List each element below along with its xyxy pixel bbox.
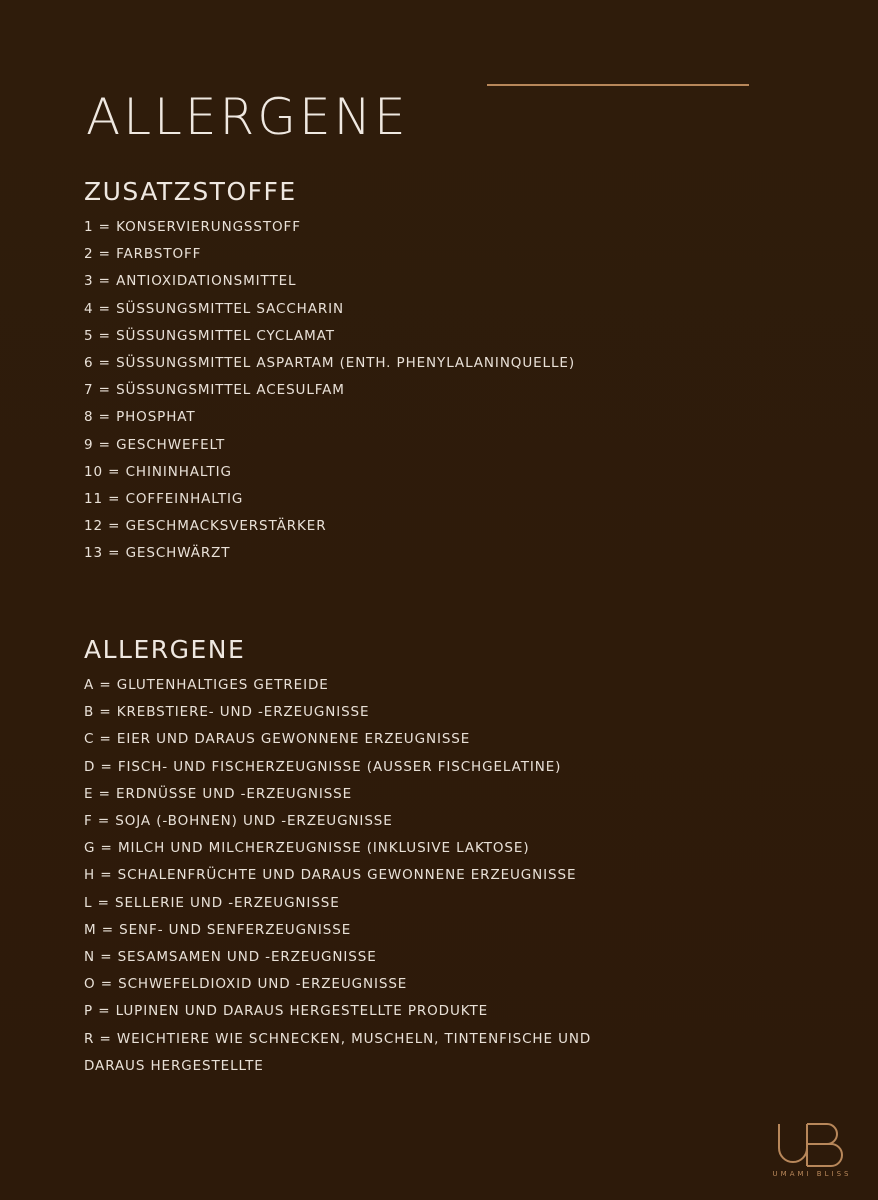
list-item: P = LUPINEN UND DARAUS HERGESTELLTE PRODUKTE [84, 1003, 489, 1020]
umami-bliss-logo [764, 1122, 860, 1188]
list-item: 4 = SÜSSUNGSMITTEL SACCHARIN [84, 300, 345, 317]
list-item: 3 = ANTIOXIDATIONSMITTEL [84, 273, 297, 290]
list-item: 2 = FARBSTOFF [84, 246, 202, 263]
list-item: H = SCHALENFRÜCHTE UND DARAUS GEWONNENE ERZEUGNISSE [84, 867, 577, 884]
list-item: N = SESAMSAMEN UND -ERZEUGNISSE [84, 949, 377, 966]
list-item: L = SELLERIE UND -ERZEUGNISSE [84, 894, 340, 911]
list-item: 9 = GESCHWEFELT [84, 436, 226, 453]
list-item: B = KREBSTIERE- UND -ERZEUGNISSE [84, 704, 370, 721]
list-item: 10 = CHININHALTIG [84, 463, 232, 480]
logo-caption: UMAMI BLISS [772, 1170, 852, 1178]
zusatzstoffe-section [84, 176, 724, 568]
list-item: 7 = SÜSSUNGSMITTEL ACESULFAM [84, 382, 345, 399]
list-item: A = GLUTENHALTIGES GETREIDE [84, 677, 329, 693]
list-item: O = SCHWEFELDIOXID UND -ERZEUGNISSE [84, 976, 408, 993]
zusatzstoffe-list [84, 214, 724, 568]
list-item: E = ERDNÜSSE UND -ERZEUGNISSE [84, 785, 353, 802]
allergene-list [84, 672, 724, 1080]
list-item: G = MILCH UND MILCHERZEUGNISSE (INKLUSIVE LAKTOSE) [84, 840, 530, 857]
list-item: F = SOJA (-BOHNEN) UND -ERZEUGNISSE [84, 813, 393, 830]
list-item: 11 = COFFEINHALTIG [84, 491, 244, 508]
allergene-heading: ALLERGENE [84, 635, 246, 664]
list-item: 8 = PHOSPHAT [84, 409, 196, 426]
list-item: C = EIER UND DARAUS GEWONNENE ERZEUGNISSE [84, 731, 471, 748]
list-item: M = SENF- UND SENFERZEUGNISSE [84, 921, 352, 938]
list-item: 12 = GESCHMACKSVERSTÄRKER [84, 518, 327, 535]
list-item: D = FISCH- UND FISCHERZEUGNISSE (AUSSER FISCHGELATINE) [84, 758, 562, 775]
list-item: 5 = SÜSSUNGSMITTEL CYCLAMAT [84, 327, 335, 344]
page-title: ALLERGENE [86, 87, 409, 146]
title-divider-line [487, 84, 749, 86]
list-item: 6 = SÜSSUNGSMITTEL ASPARTAM (ENTH. PHENYLALANINQUELLE) [84, 355, 575, 372]
ub-monogram-icon [775, 1122, 849, 1168]
zusatzstoffe-heading: ZUSATZSTOFFE [84, 177, 297, 206]
allergene-section [84, 634, 724, 1080]
list-item: 1 = KONSERVIERUNGSSTOFF [84, 219, 301, 235]
list-item: 13 = GESCHWÄRZT [84, 545, 231, 562]
list-item: R = WEICHTIERE WIE SCHNECKEN, MUSCHELN, TINTENFISCHE UND DARAUS HERGESTELLTE [84, 1030, 592, 1074]
